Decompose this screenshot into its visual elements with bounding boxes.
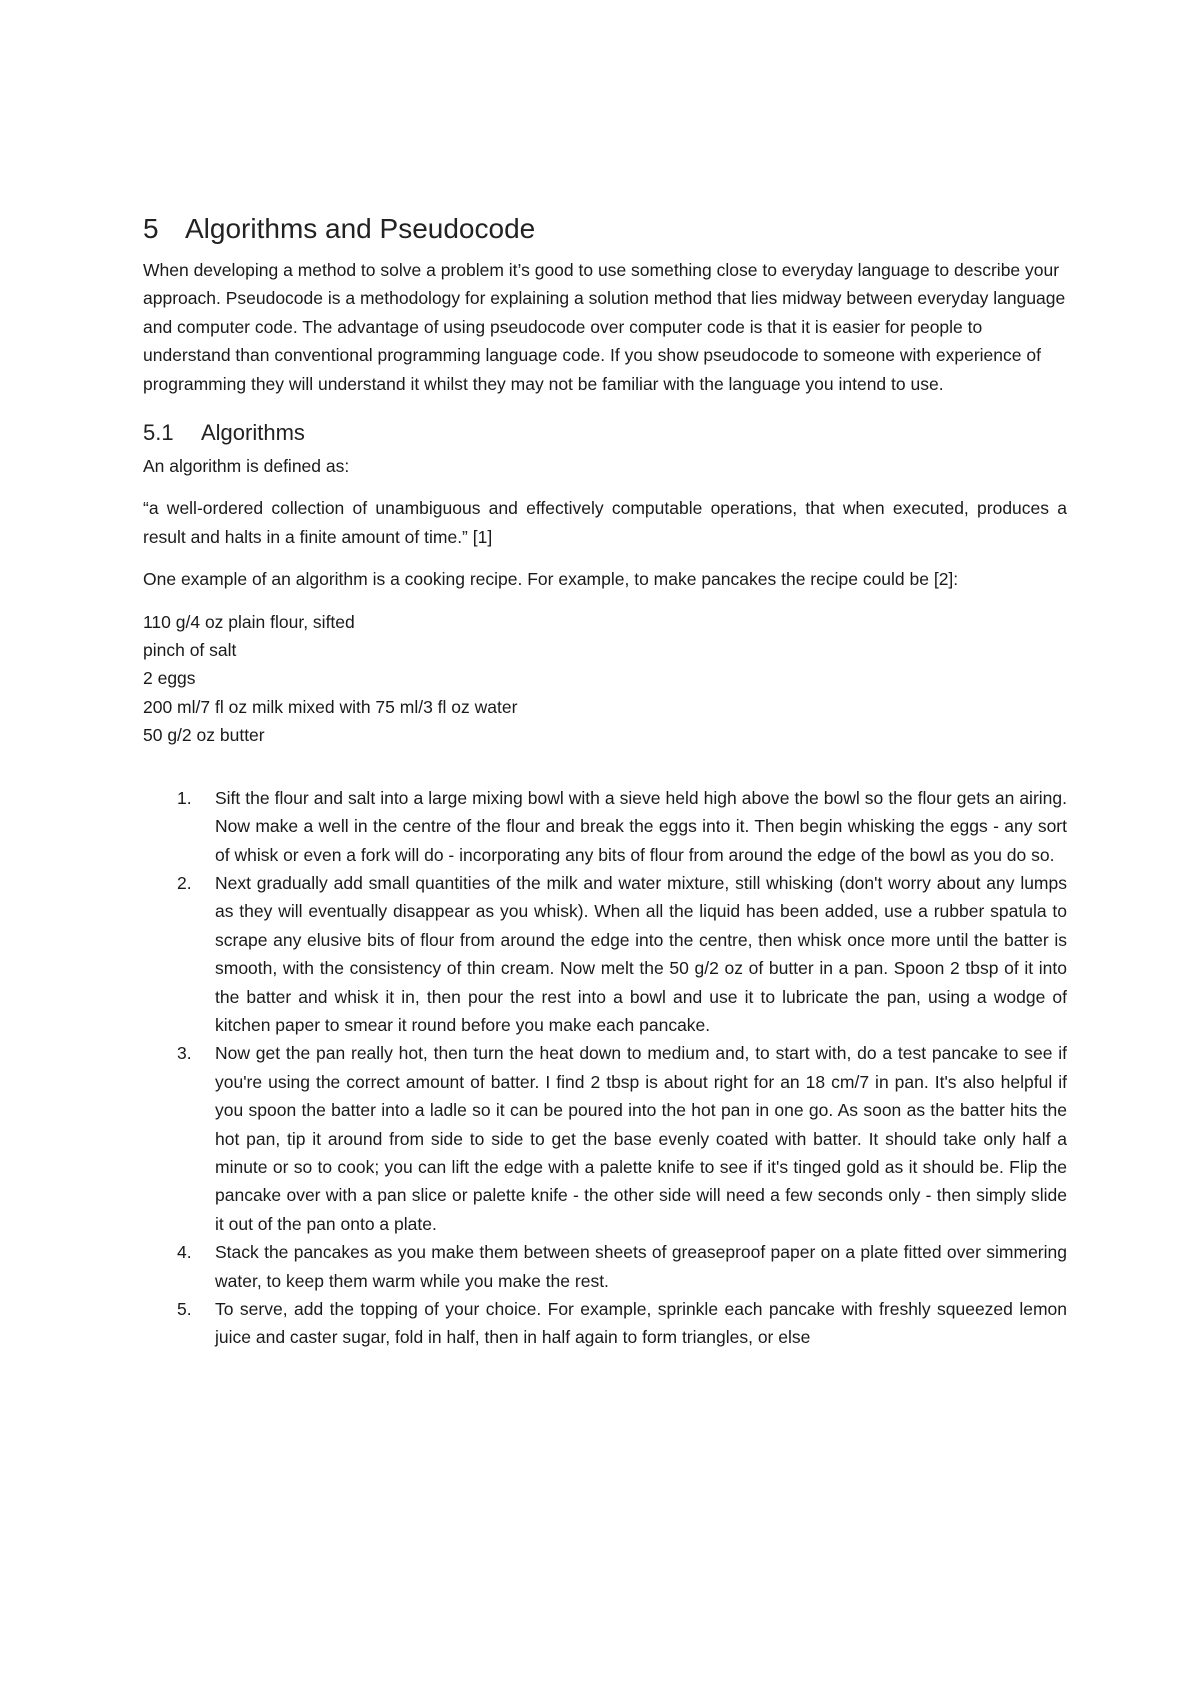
- recipe-step: [143, 1238, 1067, 1295]
- example-paragraph: One example of an algorithm is a cooking recipe. For example, to make pancakes the recipe could be [2]:: [143, 569, 959, 590]
- ingredient-item: 200 ml/7 fl oz milk mixed with 75 ml/3 fl oz water: [143, 696, 518, 717]
- step-text: To serve, add the topping of your choice. For example, sprinkle each pancake with freshly squeezed lemon juice and caster sugar, fold in half, then in half again to form triangles, or else: [215, 1299, 1067, 1348]
- recipe-step: [143, 1295, 1067, 1352]
- intro-paragraph: When developing a method to solve a problem it’s good to use something close to everyday language to describe your approach. Pseudocode is a methodology for explaining a solution method that lies midway between everyday language and computer code. The advantage of using pseudocode over computer code is that it is easier for people to understand than conventional programming language code. If you show pseudocode to someone with experience of programming they will understand it whilst they may not be familiar with the language you intend to use.: [143, 260, 1066, 394]
- section-number: 5: [143, 213, 159, 244]
- step-text: Sift the flour and salt into a large mixing bowl with a sieve held high above the bowl so the flour gets an airing. Now make a well in the centre of the flour and break the eggs into it. Then begin whisking the eggs - any sort of whisk or even a fork will do - incorporating any bits of flour from around the edge of the bowl as you do so.: [215, 787, 1067, 865]
- subsection-number: 5.1: [143, 420, 174, 446]
- step-number: 4.: [177, 1242, 192, 1263]
- recipe-step: [143, 1039, 1067, 1238]
- step-text: Stack the pancakes as you make them between sheets of greaseproof paper on a plate fitted over simmering water, to keep them warm while you make the rest.: [215, 1242, 1067, 1291]
- step-number: 3.: [177, 1043, 192, 1064]
- recipe-steps: [143, 784, 1067, 1352]
- step-text: Now get the pan really hot, then turn the heat down to medium and, to start with, do a test pancake to see if you're using the correct amount of batter. I find 2 tbsp is about right for an 18 cm/7 in pan. It's also helpful if you spoon the batter into a ladle so it can be poured into the hot pan in one go. As soon as the batter hits the hot pan, tip it around from side to side to get the base evenly coated with batter. It should take only half a minute or so to cook; you can lift the edge with a palette knife to see if it's tinged gold as it should be. Flip the pancake over with a pan slice or palette knife - the other side will need a few seconds only - then simply slide it out of the pan onto a plate.: [215, 1043, 1067, 1234]
- ingredient-item: 50 g/2 oz butter: [143, 725, 265, 746]
- section-title: Algorithms and Pseudocode: [185, 213, 536, 244]
- subsection-title: Algorithms: [201, 420, 305, 446]
- step-number: 1.: [177, 787, 192, 808]
- step-number: 2.: [177, 872, 192, 893]
- document-body: [143, 212, 1067, 1352]
- recipe-step: [143, 784, 1067, 869]
- ingredient-item: 2 eggs: [143, 668, 196, 689]
- ingredient-item: pinch of salt: [143, 640, 237, 661]
- recipe-step: [143, 869, 1067, 1039]
- step-number: 5.: [177, 1299, 192, 1319]
- definition-quote: “a well-ordered collection of unambiguous and effectively computable operations, that when executed, produces a result and halts in a finite amount of time.” [1]: [143, 498, 1067, 547]
- ingredient-list: [143, 608, 1067, 750]
- step-text: Next gradually add small quantities of the milk and water mixture, still whisking (don't worry about any lumps as they will eventually disappear as you whisk). When all the liquid has been added, use a rubber spatula to scrape any elusive bits of flour from around the edge into the centre, then whisk once more until the batter is smooth, with the consistency of thin cream. Now melt the 50 g/2 oz of butter in a pan. Spoon 2 tbsp of it into the batter and whisk it in, then pour the rest into a bowl and use it to lubricate the pan, using a wodge of kitchen paper to smear it round before you make each pancake.: [215, 872, 1067, 1035]
- subsection-heading: [143, 420, 1067, 446]
- ingredient-item: 110 g/4 oz plain flour, sifted: [143, 611, 355, 632]
- section-heading: [143, 212, 1067, 246]
- definition-intro: An algorithm is defined as:: [143, 456, 350, 477]
